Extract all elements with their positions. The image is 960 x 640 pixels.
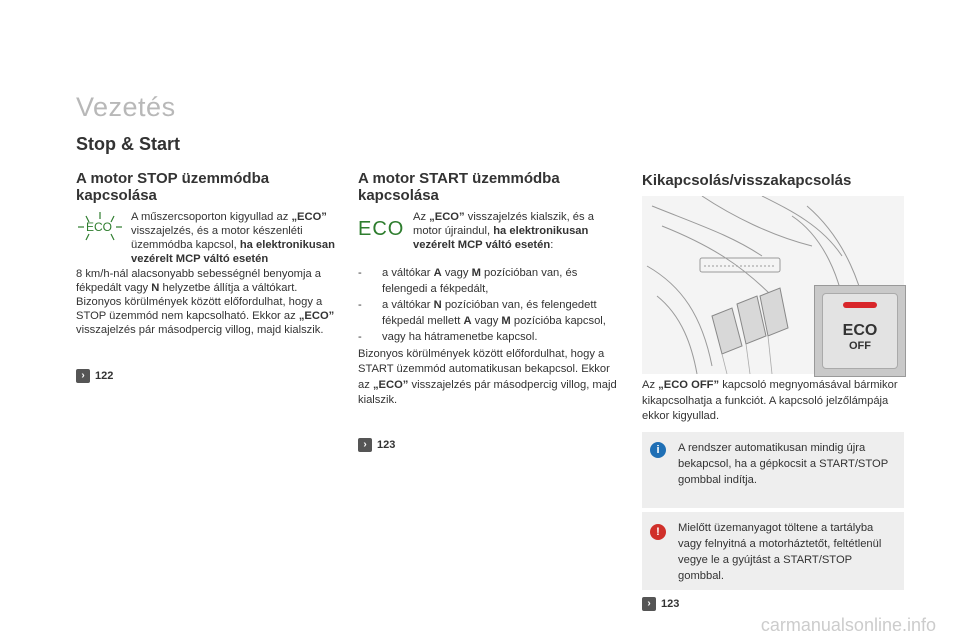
list-item: - a váltókar N pozícióban van, és felengedett fékpedál mellett A vagy M pozícióba kapcsol, — [358, 298, 623, 329]
eco-off-button[interactable] — [822, 293, 898, 369]
page-title: Vezetés — [76, 92, 176, 122]
indicator-lamp-icon — [843, 302, 877, 308]
col3-body: Az „ECO OFF” kapcsoló megnyomásával bármikor kikapcsolhatja a funkciót. A kapcsoló jelzőlámpája ekkor kigyullad. — [642, 379, 898, 422]
warning-icon: ! — [650, 524, 666, 540]
col1-intro: A műszercsoporton kigyullad az „ECO” visszajelzés, és a motor készenléti üzemmódba kapcsol, ha elektronikusan vezérelt MCP váltó esetén — [131, 211, 335, 265]
info-note-text: A rendszer automatikusan mindig újra bekapcsol, ha a gépkocsit a START/STOP gombbal indítja. — [678, 442, 888, 486]
eco-button-label: ECO — [842, 322, 878, 339]
col2-note: Bizonyos körülmények között előfordulhat, hogy a START üzemmód automatikusan bekapcsol. Ekkor az „ECO” visszajelzés pár másodpercig villog, majd kialszik. — [358, 347, 617, 406]
chevron-right-icon: › — [642, 597, 656, 611]
section-title: Stop & Start — [76, 134, 181, 154]
info-icon: i — [650, 442, 666, 458]
watermark: carmanualsonline.info — [760, 615, 936, 635]
chevron-right-icon: › — [76, 369, 90, 383]
col3-page-ref[interactable]: › 123 — [642, 597, 679, 611]
off-button-label: OFF — [849, 340, 871, 352]
eco-icon-label: ECO — [358, 218, 405, 240]
col2-body — [358, 266, 623, 409]
eco-icon-label: ECO — [86, 220, 113, 234]
col1-page-ref[interactable]: › 122 — [76, 369, 113, 383]
col1-body: 8 km/h-nál alacsonyabb sebességnél benyomja a fékpedált vagy N helyzetbe állítja a váltókart. Bizonyos körülmények között előfordulhat, hogy a STOP üzemmód nem kapcsolható. Ekkor az „ECO” visszajelzés pár másodpercig villog, majd kialszik. — [76, 268, 335, 336]
list-item: - vagy ha hátramenetbe kapcsol. — [358, 330, 623, 346]
col3-heading: Kikapcsolás/visszakapcsolás — [642, 172, 852, 189]
list-item: - a váltókar A vagy M pozícióban van, és felengedi a fékpedált, — [358, 266, 623, 297]
col2-heading: A motor START üzemmódba kapcsolása — [358, 170, 560, 204]
eco-indicator-icon — [76, 210, 124, 252]
chevron-right-icon: › — [358, 438, 372, 452]
warning-note — [642, 512, 904, 590]
eco-icon — [358, 218, 406, 242]
info-note — [642, 432, 904, 508]
col2-page-ref[interactable]: › 123 — [358, 438, 395, 452]
warning-note-text: Mielőtt üzemanyagot töltene a tartályba vagy felnyitná a motorháztetőt, feltétlenül vegye le a gyújtást a START/STOP gombbal. — [678, 522, 882, 582]
eco-off-button-zoom — [814, 285, 906, 377]
col2-intro: Az „ECO” visszajelzés kialszik, és a motor újraindul, ha elektronikusan vezérelt MCP váltó esetén: — [413, 211, 594, 251]
col1-heading: A motor STOP üzemmódba kapcsolása — [76, 170, 270, 204]
col2-condition-list — [358, 266, 623, 346]
